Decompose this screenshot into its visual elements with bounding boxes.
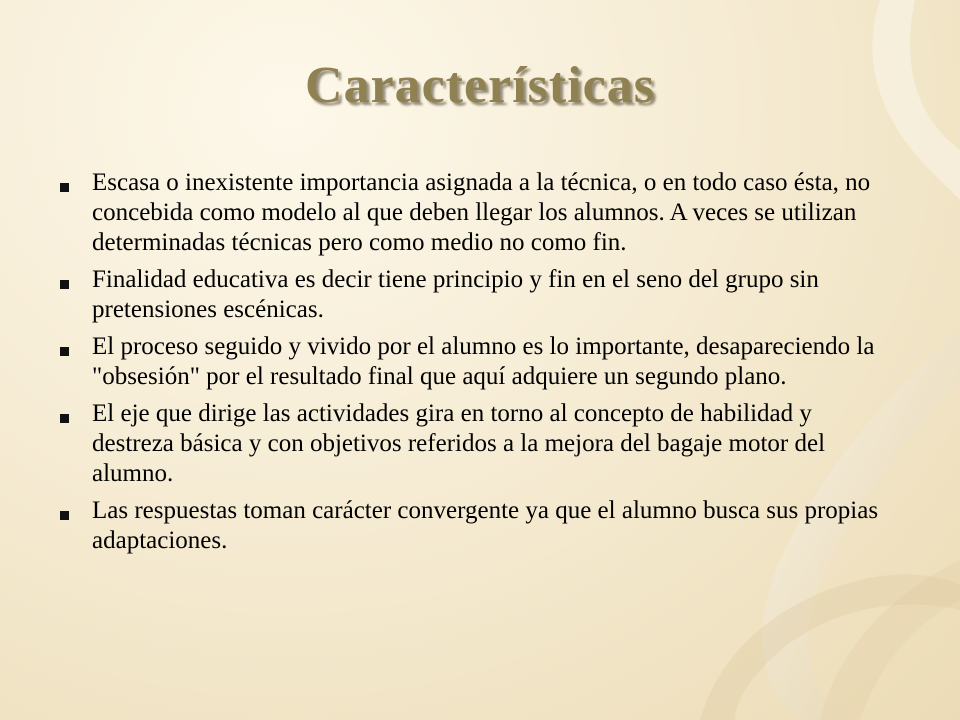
square-bullet-icon [60,414,69,423]
square-bullet-icon [60,347,69,356]
bullet-text: Escasa o inexistente importancia asignada a la técnica, o en todo caso ésta, no concebida como modelo al que deben llegar los alumnos. A veces se utilizan determinadas técnicas pero como medio no como fin. [92,169,871,256]
bullet-text: El proceso seguido y vivido por el alumno es lo importante, desapareciendo la "obsesión" por el resultado final que aquí adquiere un segundo plano. [92,333,875,390]
bullet-item [60,399,890,489]
slide-title: Características [305,57,655,114]
square-bullet-icon [60,183,69,192]
bullet-item [60,168,890,258]
bullet-item [60,265,890,325]
bullet-text: Las respuestas toman carácter convergente ya que el alumno busca sus propias adaptaciones. [92,497,879,554]
square-bullet-icon [60,511,69,520]
bullet-text: El eje que dirige las actividades gira en torno al concepto de habilidad y destreza básica y con objetivos referidos a la mejora del bagaje motor del alumno. [92,400,826,487]
bullet-text: Finalidad educativa es decir tiene principio y fin en el seno del grupo sin pretensiones escénicas. [92,266,819,323]
bullet-list [60,168,890,563]
bullet-item [60,496,890,556]
square-bullet-icon [60,280,69,289]
bullet-item [60,332,890,392]
